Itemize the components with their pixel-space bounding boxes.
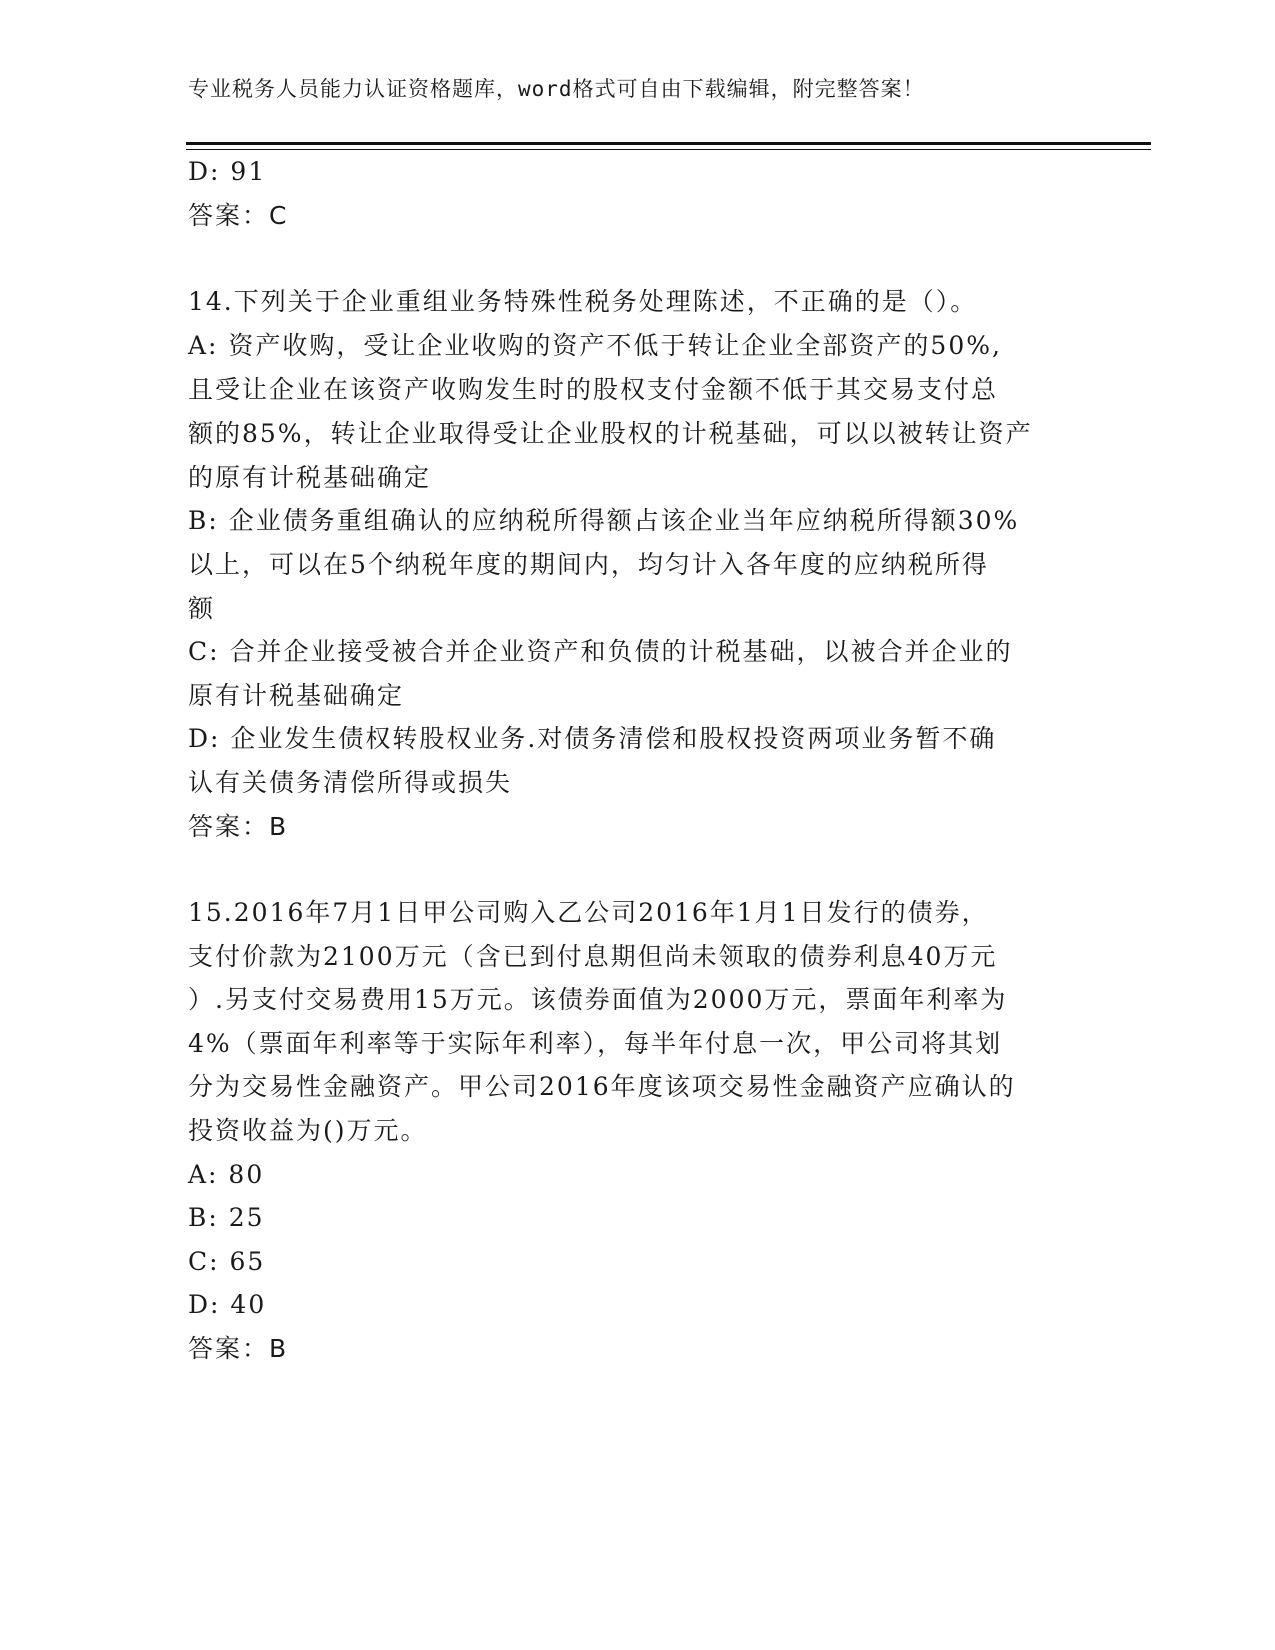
q15-answer: 答案：B [188, 1334, 289, 1363]
header-rule-thick [186, 142, 1151, 145]
q14-line: C: 合并企业接受被合并企业资产和负债的计税基础，以被合并企业的 [188, 637, 1013, 666]
q14-line: 额 [188, 594, 216, 623]
page-header: 专业税务人员能力认证资格题库，word格式可自由下载编辑，附完整答案！ [188, 77, 925, 101]
q14-line: 认有关债务清偿所得或损失 [188, 768, 513, 797]
prev-option-d: D: 91 [188, 157, 267, 186]
q15-line: 支付价款为2100万元（含已到付息期但尚未领取的债券利息40万元 [188, 942, 998, 971]
q15-line: 4%（票面年利率等于实际年利率），每半年付息一次，甲公司将其划 [188, 1029, 1003, 1058]
q15-option-d: D: 40 [188, 1290, 267, 1319]
q14-line: D: 企业发生债权转股权业务.对债务清偿和股权投资两项业务暂不确 [188, 724, 997, 753]
q15-option-b: B: 25 [188, 1203, 265, 1232]
q15-line: 投资收益为()万元。 [188, 1116, 428, 1145]
q14-line: 14.下列关于企业重组业务特殊性税务处理陈述，不正确的是（）。 [188, 287, 978, 316]
q14-line: A: 资产收购，受让企业收购的资产不低于转让企业全部资产的50%, [188, 331, 1002, 360]
q14-line: 额的85%，转让企业取得受让企业股权的计税基础，可以以被转让资产 [188, 419, 1033, 448]
q15-line: 分为交易性金融资产。甲公司2016年度该项交易性金融资产应确认的 [188, 1072, 1016, 1101]
q14-line: 且受让企业在该资产收购发生时的股权支付金额不低于其交易支付总 [188, 375, 999, 404]
q14-line: 的原有计税基础确定 [188, 463, 432, 492]
q15-line: 15.2016年7月1日甲公司购入乙公司2016年1月1日发行的债券， [188, 898, 989, 927]
q15-line: ）.另支付交易费用15万元。该债券面值为2000万元，票面年利率为 [188, 985, 1008, 1014]
q15-option-a: A: 80 [188, 1160, 265, 1189]
q14-line: B: 企业债务重组确认的应纳税所得额占该企业当年应纳税所得额30% [188, 506, 1020, 535]
q14-line: 以上，可以在5个纳税年度的期间内，均匀计入各年度的应纳税所得 [188, 550, 989, 579]
q14-line: 原有计税基础确定 [188, 681, 405, 710]
header-rule-thin [186, 149, 1151, 150]
q15-option-c: C: 65 [188, 1247, 266, 1276]
prev-answer: 答案：C [188, 201, 289, 230]
q14-answer: 答案：B [188, 812, 289, 841]
